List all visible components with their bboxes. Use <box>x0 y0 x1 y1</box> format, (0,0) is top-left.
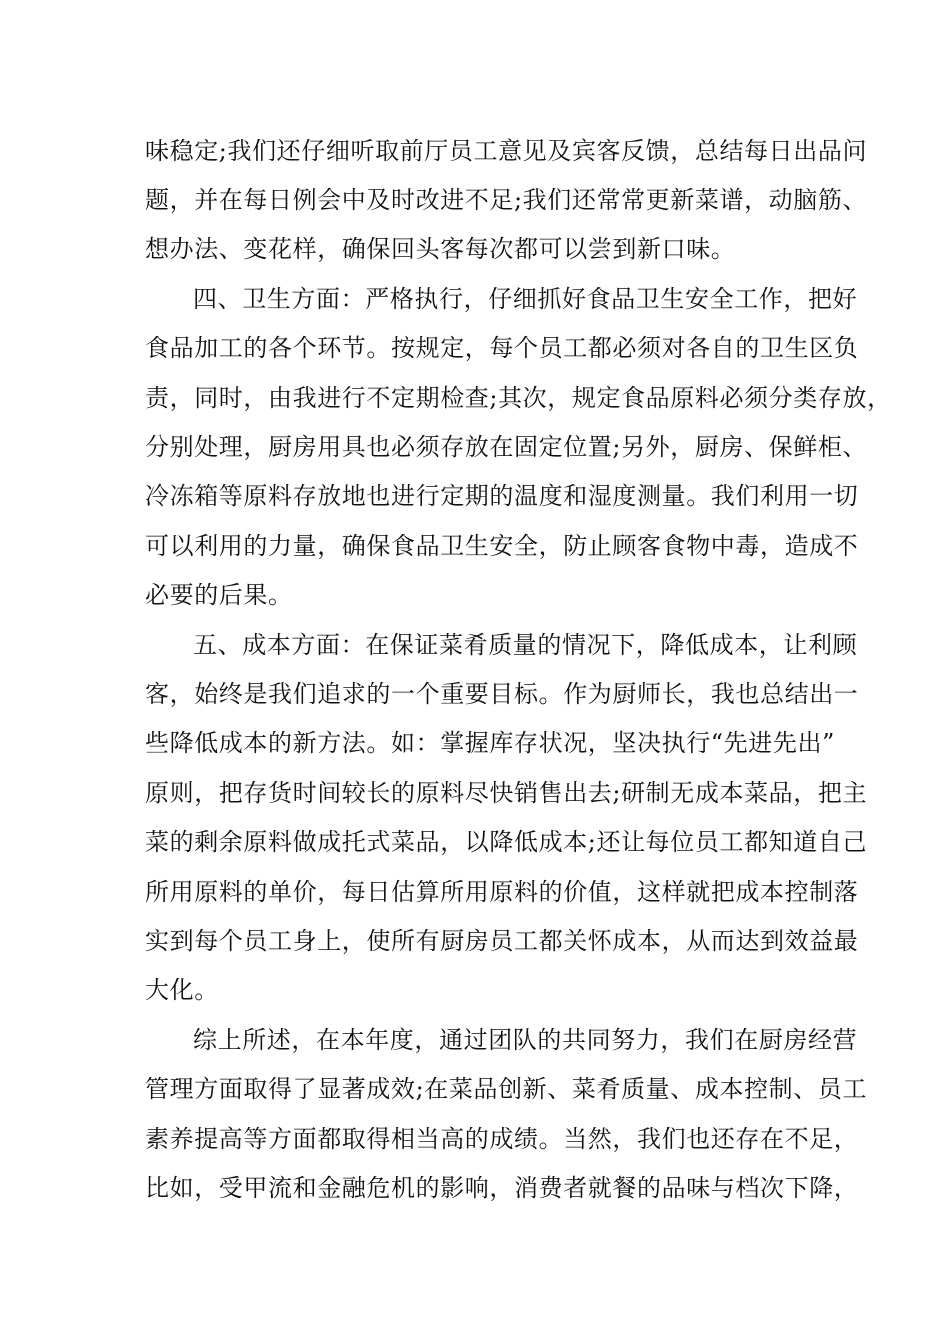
text-line: 菜的剩余原料做成托式菜品，以降低成本;还让每位员工都知道自己 <box>145 828 868 856</box>
paragraph-summary-start: 综上所述，在本年度，通过团队的共同努力，我们在厨房经营 <box>193 1026 858 1054</box>
text-line: 大化。 <box>145 976 219 1004</box>
text-line: 食品加工的各个环节。按规定，每个员工都必须对各自的卫生区负 <box>145 334 859 362</box>
text-line: 比如，受甲流和金融危机的影响，消费者就餐的品味与档次下降， <box>145 1174 859 1202</box>
text-line: 必要的后果。 <box>145 581 293 609</box>
text-line: 题，并在每日例会中及时改进不足;我们还常常更新菜谱，动脑筋、 <box>145 186 868 214</box>
text-line: 可以利用的力量，确保食品卫生安全，防止顾客食物中毒，造成不 <box>145 532 859 560</box>
text-line: 实到每个员工身上，使所有厨房员工都关怀成本，从而达到效益最 <box>145 927 859 955</box>
text-line: 管理方面取得了显著成效;在菜品创新、菜肴质量、成本控制、员工 <box>145 1075 868 1103</box>
text-line: 原则，把存货时间较长的原料尽快销售出去;研制无成本菜品，把主 <box>145 779 868 807</box>
text-line: 想办法、变花样，确保回头客每次都可以尝到新口味。 <box>145 235 736 263</box>
text-line: 冷冻箱等原料存放地也进行定期的温度和湿度测量。我们利用一切 <box>145 482 859 510</box>
text-line: 些降低成本的新方法。如：掌握库存状况，坚决执行“先进先出” <box>145 729 835 757</box>
text-line: 素养提高等方面都取得相当高的成绩。当然，我们也还存在不足， <box>145 1125 859 1153</box>
paragraph-heading-hygiene: 四、卫生方面：严格执行，仔细抓好食品卫生安全工作，把好 <box>193 285 858 313</box>
paragraph-heading-cost: 五、成本方面：在保证菜肴质量的情况下，降低成本，让利顾 <box>193 631 858 659</box>
text-line: 责，同时，由我进行不定期检查;其次，规定食品原料必须分类存放， <box>145 384 892 412</box>
text-line: 味稳定;我们还仔细听取前厅员工意见及宾客反馈，总结每日出品问 <box>145 137 868 165</box>
text-line: 所用原料的单价，每日估算所用原料的价值，这样就把成本控制落 <box>145 878 859 906</box>
text-line: 分别处理，厨房用具也必须存放在固定位置;另外，厨房、保鲜柜、 <box>145 433 868 461</box>
text-line: 客，始终是我们追求的一个重要目标。作为厨师长，我也总结出一 <box>145 680 859 708</box>
